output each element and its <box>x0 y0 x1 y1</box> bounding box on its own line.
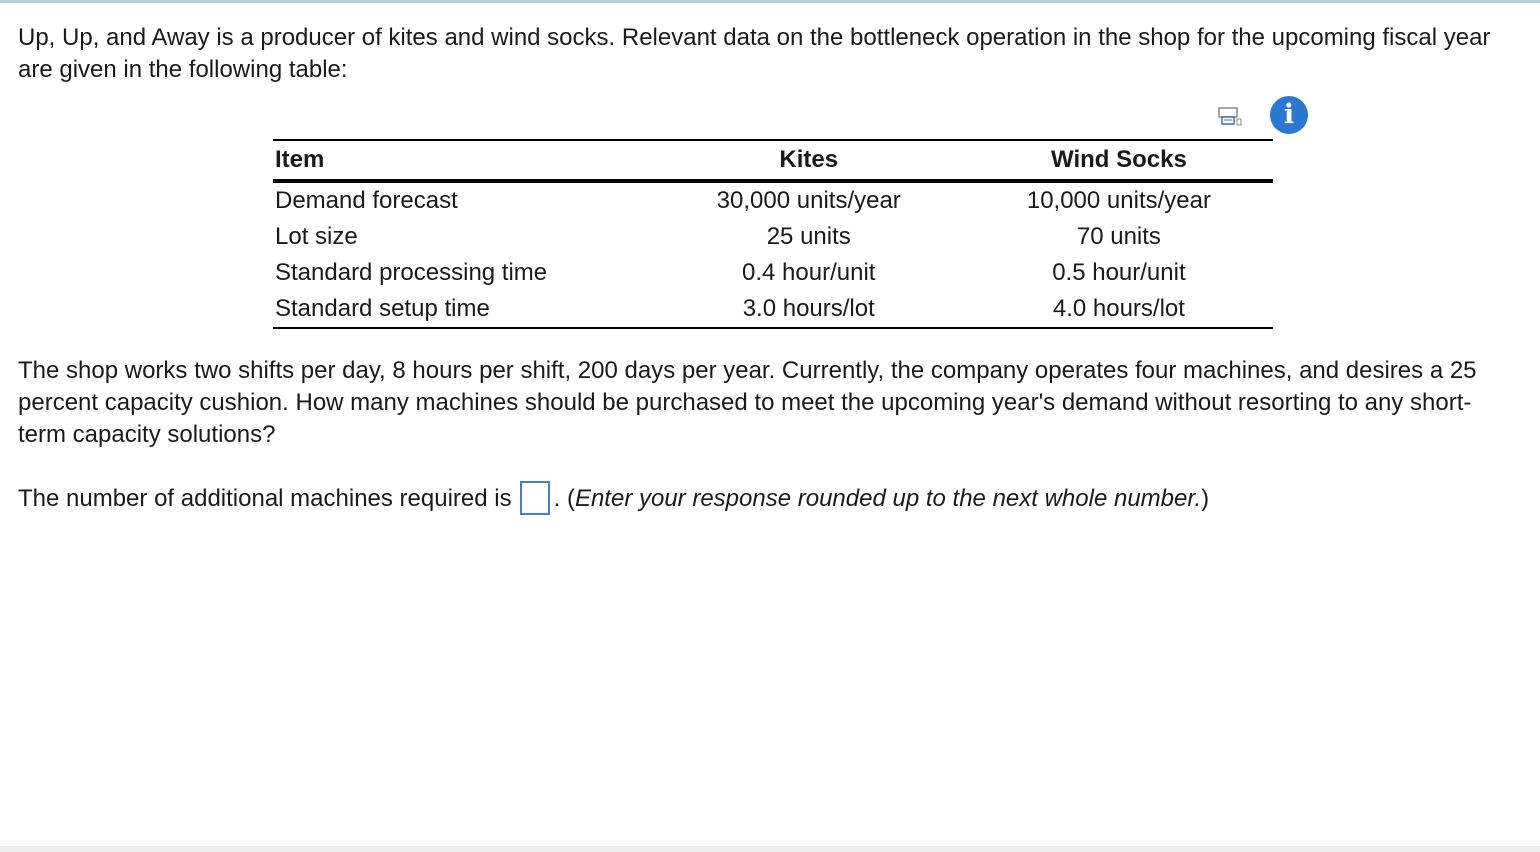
table-row <box>273 291 1273 328</box>
info-glyph: i <box>1283 99 1295 130</box>
print-icon[interactable] <box>1217 106 1243 128</box>
wind-socks-value: 70 units <box>1076 223 1161 250</box>
header-kites: Kites <box>779 146 839 173</box>
row-label: Lot size <box>275 223 358 250</box>
row-label: Standard processing time <box>275 259 548 286</box>
kites-value: 30,000 units/year <box>716 187 901 214</box>
kites-value: 0.4 hour/unit <box>742 259 876 286</box>
data-table <box>273 139 1273 329</box>
intro-text: Up, Up, and Away is a producer of kites and wind socks. Relevant data on the bottleneck operation in the shop for the upcoming fiscal year are given in the following table: <box>18 24 1491 83</box>
hint-text: Enter your response rounded up to the next whole number. <box>574 485 1202 512</box>
info-icon[interactable] <box>1270 96 1308 134</box>
question-text: The shop works two shifts per day, 8 hours per shift, 200 days per year. Currently, the company operates four machines, and desires a 25 percent capacity cushion. How many machines should be purchased to meet the upcoming year's demand without resorting to any short-term capacity solutions? <box>18 357 1477 448</box>
header-item: Item <box>275 146 325 173</box>
question-body <box>18 355 1518 451</box>
row-label: Standard setup time <box>273 291 653 328</box>
table-row <box>273 181 1273 219</box>
answer-prefix: The number of additional machines required is <box>18 485 512 512</box>
kites-value: 3.0 hours/lot <box>653 291 963 328</box>
question-intro <box>18 22 1518 86</box>
header-wind-socks: Wind Socks <box>1051 146 1187 173</box>
table-header-row <box>273 140 1273 181</box>
answer-input[interactable] <box>520 481 550 515</box>
wind-socks-value: 0.5 hour/unit <box>1052 259 1186 286</box>
table-row <box>273 219 1273 255</box>
top-rule <box>0 0 1540 3</box>
hint-open: ( <box>566 485 575 512</box>
wind-socks-value: 4.0 hours/lot <box>963 291 1273 328</box>
hint-close: ) <box>1201 485 1210 512</box>
wind-socks-value: 10,000 units/year <box>1026 187 1211 214</box>
kites-value: 25 units <box>766 223 851 250</box>
table-row <box>273 255 1273 291</box>
answer-line <box>18 482 1209 516</box>
row-label: Demand forecast <box>275 187 458 214</box>
table-tools <box>1200 96 1312 134</box>
answer-period: . <box>553 485 561 512</box>
bottom-band <box>0 846 1540 852</box>
